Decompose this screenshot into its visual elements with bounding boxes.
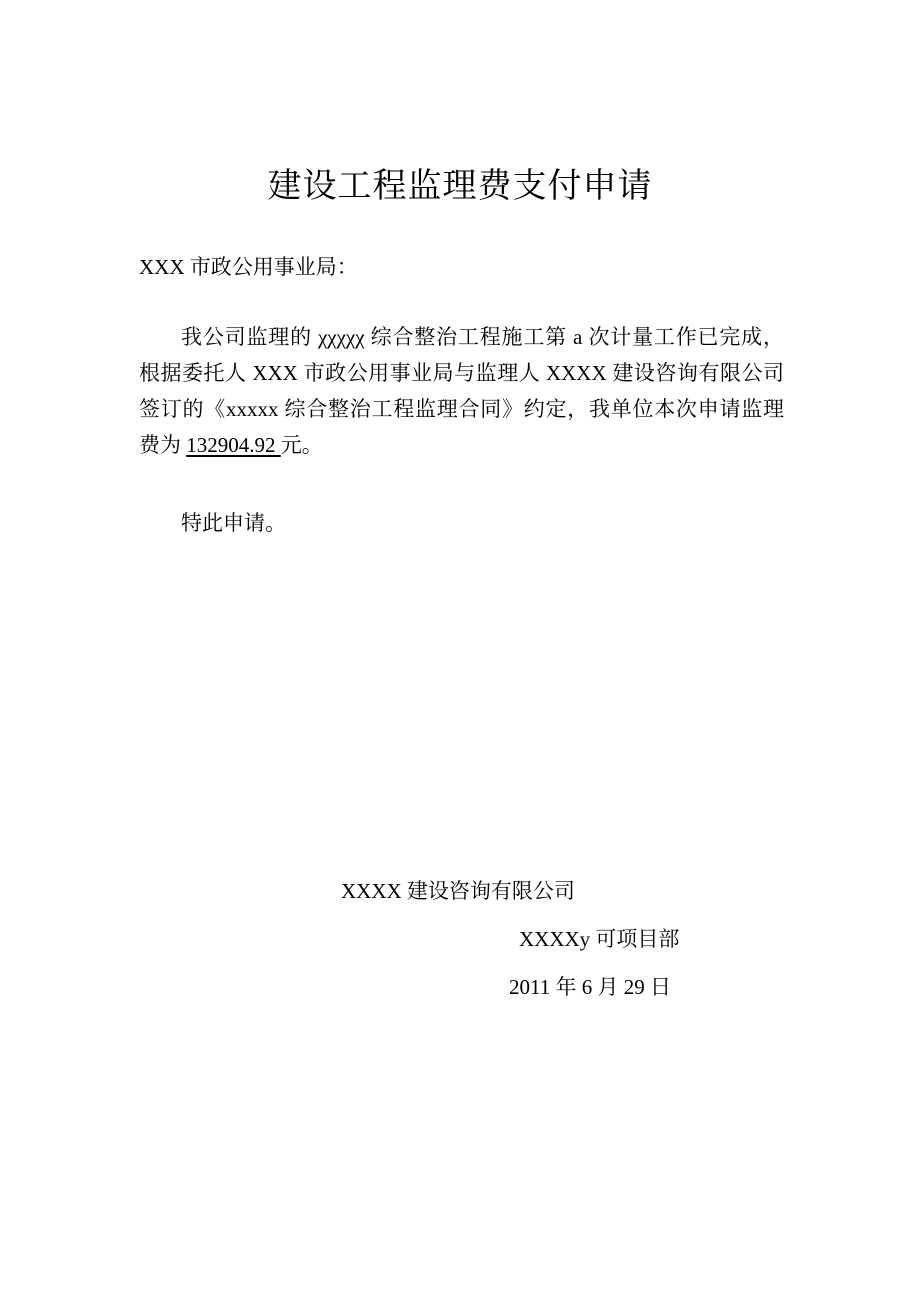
signature-department: XXXXy 可项目部 xyxy=(519,927,680,951)
body-line-2: 根据委托人 XXX 市政公用事业局与监理人 XXXX 建设咨询有限公司 xyxy=(139,361,784,385)
body-line-1: 我公司监理的 χχχχχ 综合整治工程施工第 a 次计量工作已完成， xyxy=(181,325,784,349)
document-title: 建设工程监理费支付申请 xyxy=(267,168,653,205)
body-line-4 xyxy=(139,427,784,463)
body-line-3: 签订的《xxxxx 综合整治工程监理合同》约定，我单位本次申请监理 xyxy=(139,397,784,421)
body-paragraph xyxy=(139,319,784,463)
amount-prefix: 费为 xyxy=(139,433,187,457)
signature-date: 2011 年 6 月 29 日 xyxy=(509,975,671,999)
fee-amount: 132904.92 xyxy=(186,433,281,457)
amount-suffix: 元。 xyxy=(280,433,323,457)
salutation: XXX 市政公用事业局： xyxy=(139,255,358,279)
closing-text: 特此申请。 xyxy=(181,511,286,535)
signature-company: XXXX 建设咨询有限公司 xyxy=(341,879,575,903)
